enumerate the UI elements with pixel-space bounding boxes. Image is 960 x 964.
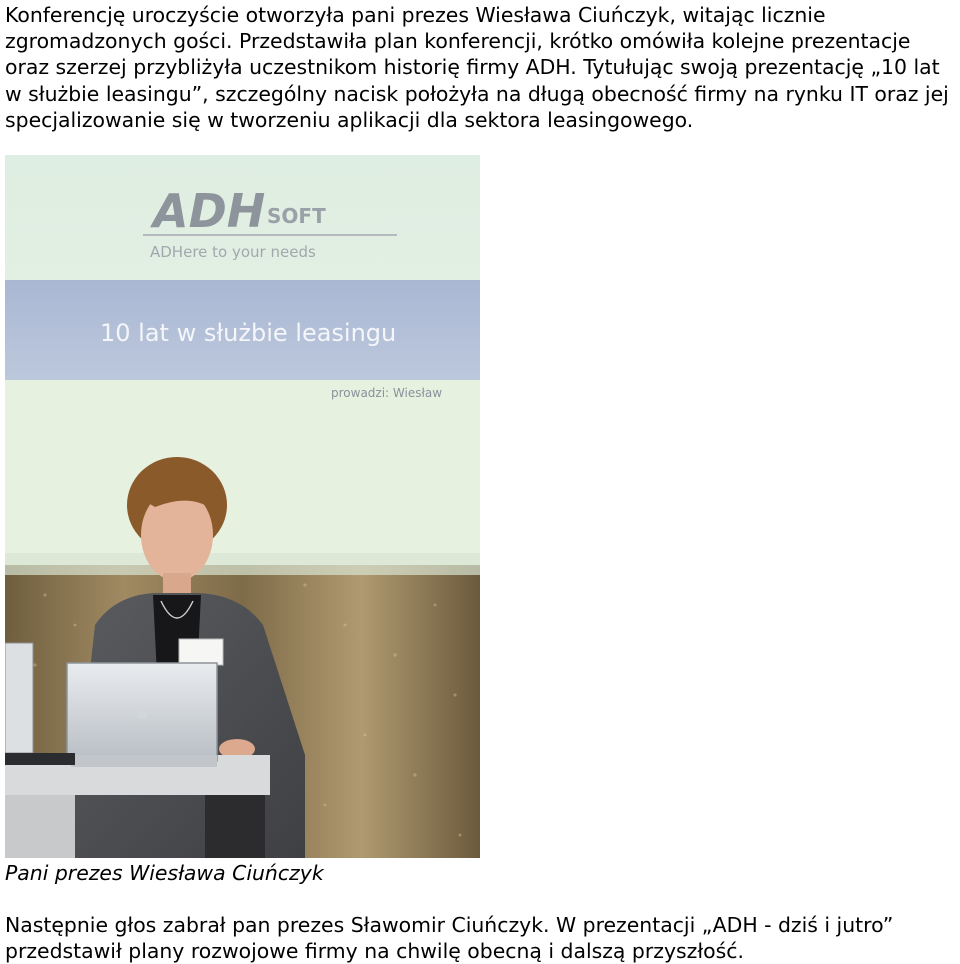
closing-paragraph: Następnie głos zabrał pan prezes Sławomir Ciuńczyk. W prezentacji „ADH - dziś i jutro” przedstawił plany rozwojowe firmy na chwilę obecną i dalszą przyszłość. [5, 913, 894, 964]
name-badge [179, 639, 223, 665]
slide-title: 10 lat w służbie leasingu [100, 319, 397, 347]
slide-logo-suffix: SOFT [267, 204, 326, 228]
slide-logo: ADH [153, 184, 266, 238]
photo-caption: Pani prezes Wiesława Ciuńczyk [5, 861, 324, 885]
slide-presenter: prowadzi: Wiesław [331, 386, 443, 400]
intro-paragraph: Konferencję uroczyście otworzyła pani prezes Wiesława Ciuńczyk, witając licznie zgromadzonych gości. Przedstawiła plan konferencji, krótko omówiła kolejne prezentacje oraz szerzej przybliżyła uczestnikom historię firmy ADH. Tytułując swoją prezentację „10 lat w służbie leasingu”, szczególny nacisk położyła na długą obecność firmy na rynku IT oraz jej specjalizowanie się w tworzeniu aplikacji dla sektora leasingowego. [5, 3, 949, 132]
slide-tagline: ADHere to your needs [150, 243, 316, 261]
conference-photo [5, 155, 480, 858]
